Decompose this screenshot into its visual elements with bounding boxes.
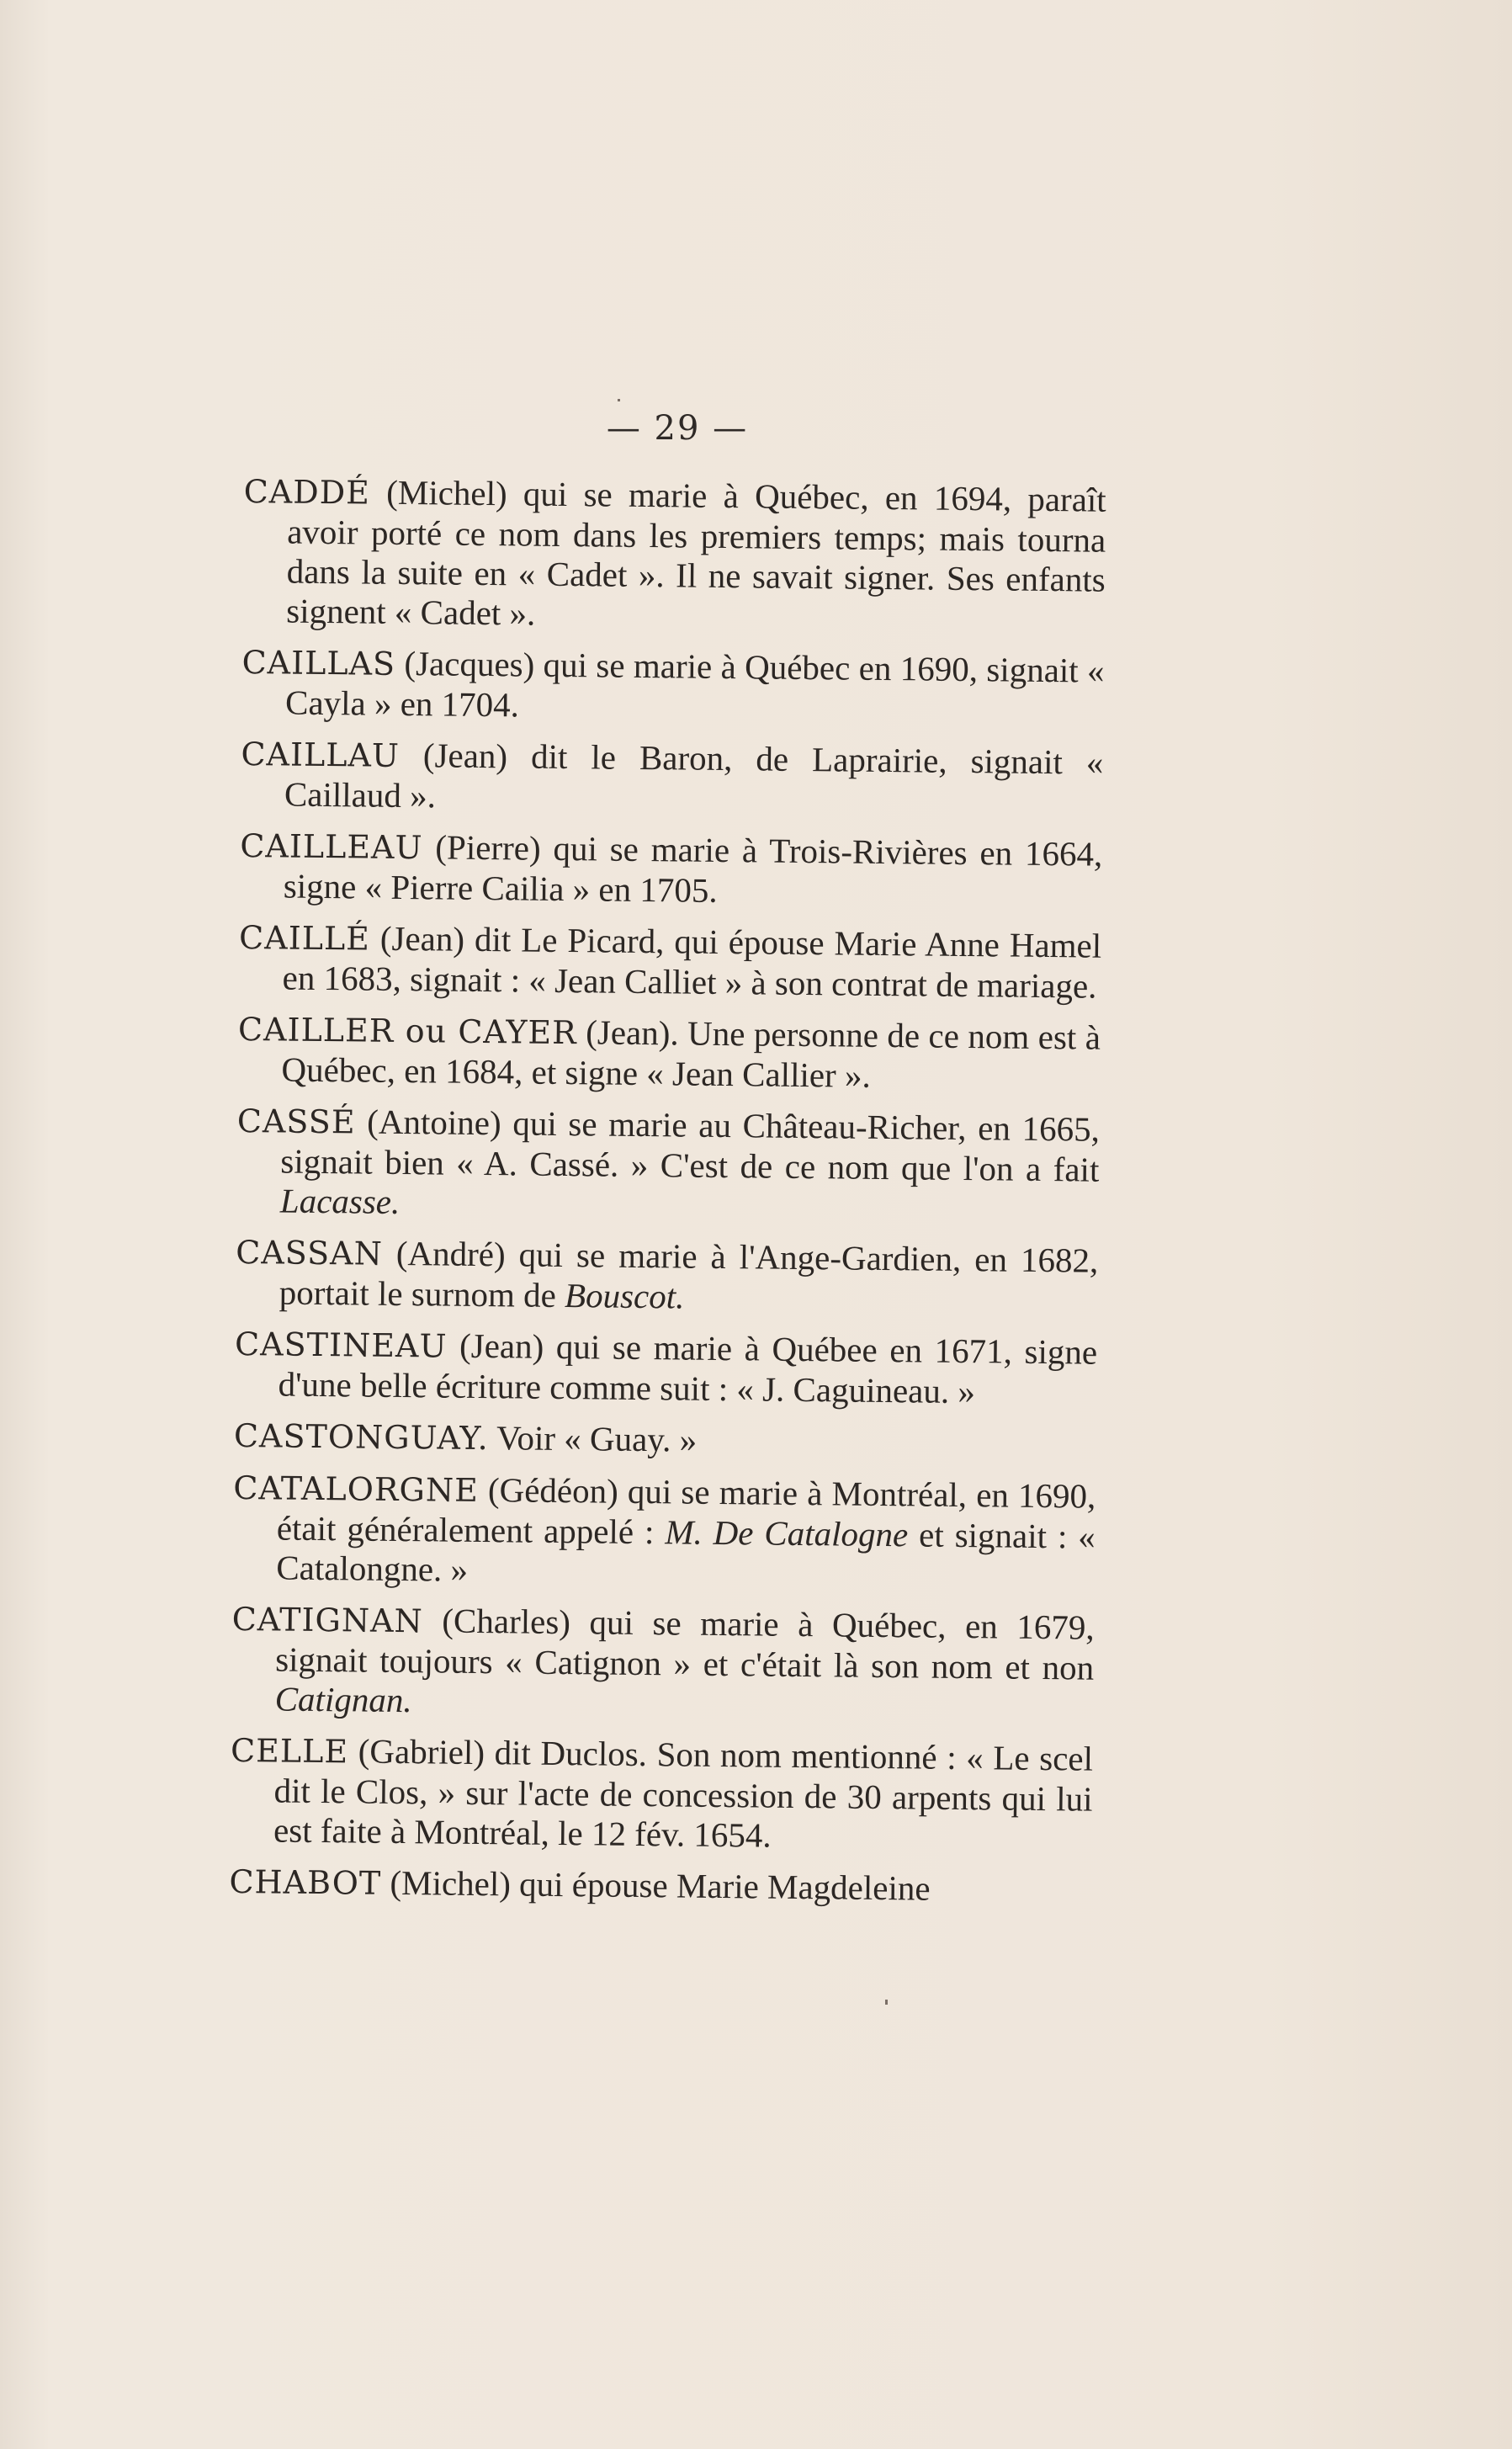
entry-italic: Catignan. bbox=[274, 1679, 412, 1720]
entry-italic: Lacasse. bbox=[279, 1181, 401, 1221]
entry-text-after: et signait : « Catalongne. » bbox=[276, 1515, 1096, 1589]
entry-text: (Antoine) qui se marie au Château-Richer, en 1665, signait bien « A. Cassé. » C'est de ce nom que l'on a fait bbox=[280, 1102, 1101, 1189]
entry-name: CELLE bbox=[230, 1731, 349, 1771]
entry-catignan bbox=[231, 1599, 1094, 1728]
entry-name: CASSAN bbox=[236, 1233, 384, 1272]
ink-speck bbox=[885, 2000, 888, 2005]
entry-text: (André) qui se marie à l'Ange-Gardien, en 1682, portait le surnom de bbox=[279, 1233, 1099, 1315]
entry-name: CATIGNAN bbox=[231, 1600, 424, 1640]
entry-text: (Gabriel) dit Duclos. Son nom mentionné : « Le scel dit le Clos, » sur l'acte de concession de 30 arpents qui lui est faite à Montréal, le 12 fév. 1654. bbox=[273, 1731, 1094, 1855]
entry-text: (Pierre) qui se marie à Trois-Rivières en 1664, signe « Pierre Cailia » en 1705. bbox=[283, 827, 1103, 910]
entry-name: CAILLÉ bbox=[238, 918, 371, 958]
entry-name: CADDÉ bbox=[243, 472, 371, 512]
entry-text: (Michel) qui épouse Marie Magdeleine bbox=[381, 1862, 931, 1908]
entry-text: (Charles) qui se marie à Québec, en 1679, signait toujours « Catignon » et c'était là son nom et non bbox=[274, 1601, 1095, 1687]
entry-celle bbox=[230, 1730, 1093, 1859]
entry-name: CAILLAU bbox=[241, 735, 401, 774]
entry-cailleau bbox=[240, 826, 1103, 915]
entry-text: (Gédéon) qui se marie à Montréal, en 1690, était généralement appelé : bbox=[276, 1469, 1096, 1552]
entry-cadde bbox=[242, 471, 1106, 640]
entry-castonguay bbox=[234, 1416, 1096, 1465]
entry-caillas bbox=[241, 642, 1105, 731]
entry-name: CASTONGUAY. bbox=[233, 1416, 489, 1458]
entry-italic: M. De Catalogne bbox=[665, 1512, 909, 1554]
entry-caille bbox=[238, 917, 1101, 1007]
entry-italic: Bouscot. bbox=[564, 1276, 685, 1316]
entry-cailler bbox=[237, 1009, 1101, 1098]
entry-name: CHABOT bbox=[229, 1862, 382, 1902]
entry-text: (Jacques) qui se marie à Québec en 1690, signait « Cayla » en 1704. bbox=[284, 643, 1105, 725]
entry-castineau bbox=[234, 1324, 1097, 1413]
entry-name: CAILLEAU bbox=[240, 826, 423, 867]
entry-name: CASSÉ bbox=[236, 1102, 356, 1141]
entry-name: CATALORGNE bbox=[233, 1469, 480, 1509]
entry-text: (Jean) dit le Baron, de Laprairie, signait « Caillaud ». bbox=[284, 735, 1104, 815]
entry-text: (Jean) qui se marie à Québee en 1671, signe d'une belle écriture comme suit : « J. Caguineau. » bbox=[278, 1325, 1098, 1411]
entry-catalorgne bbox=[232, 1468, 1096, 1596]
entry-caillau bbox=[241, 734, 1104, 823]
dictionary-entries bbox=[229, 471, 1106, 1923]
entry-name: CASTINEAU bbox=[234, 1325, 448, 1365]
entry-text: Voir « Guay. » bbox=[488, 1418, 698, 1459]
page-number: — 29 — bbox=[606, 409, 749, 448]
entry-casse bbox=[236, 1101, 1100, 1230]
entry-cassan bbox=[236, 1232, 1099, 1321]
entry-text: (Michel) qui se marie à Québec, en 1694, paraît avoir porté ce nom dans les premiers temps; mais tourna dans la suite en « Cadet ». Il ne savait signer. Ses enfants signent « Cadet ». bbox=[286, 472, 1106, 633]
entry-text: (Jean). Une personne de ce nom est à Québec, en 1684, et signe « Jean Callier ». bbox=[281, 1012, 1101, 1095]
entry-name: CAILLER ou CAYER bbox=[237, 1010, 577, 1052]
entry-chabot bbox=[229, 1862, 1091, 1911]
entry-text: (Jean) dit Le Picard, qui épouse Marie Anne Hamel en 1683, signait : « Jean Calliet » à son contrat de mariage. bbox=[282, 918, 1102, 1006]
entry-name: CAILLAS bbox=[241, 643, 396, 683]
ink-speck bbox=[618, 399, 620, 401]
